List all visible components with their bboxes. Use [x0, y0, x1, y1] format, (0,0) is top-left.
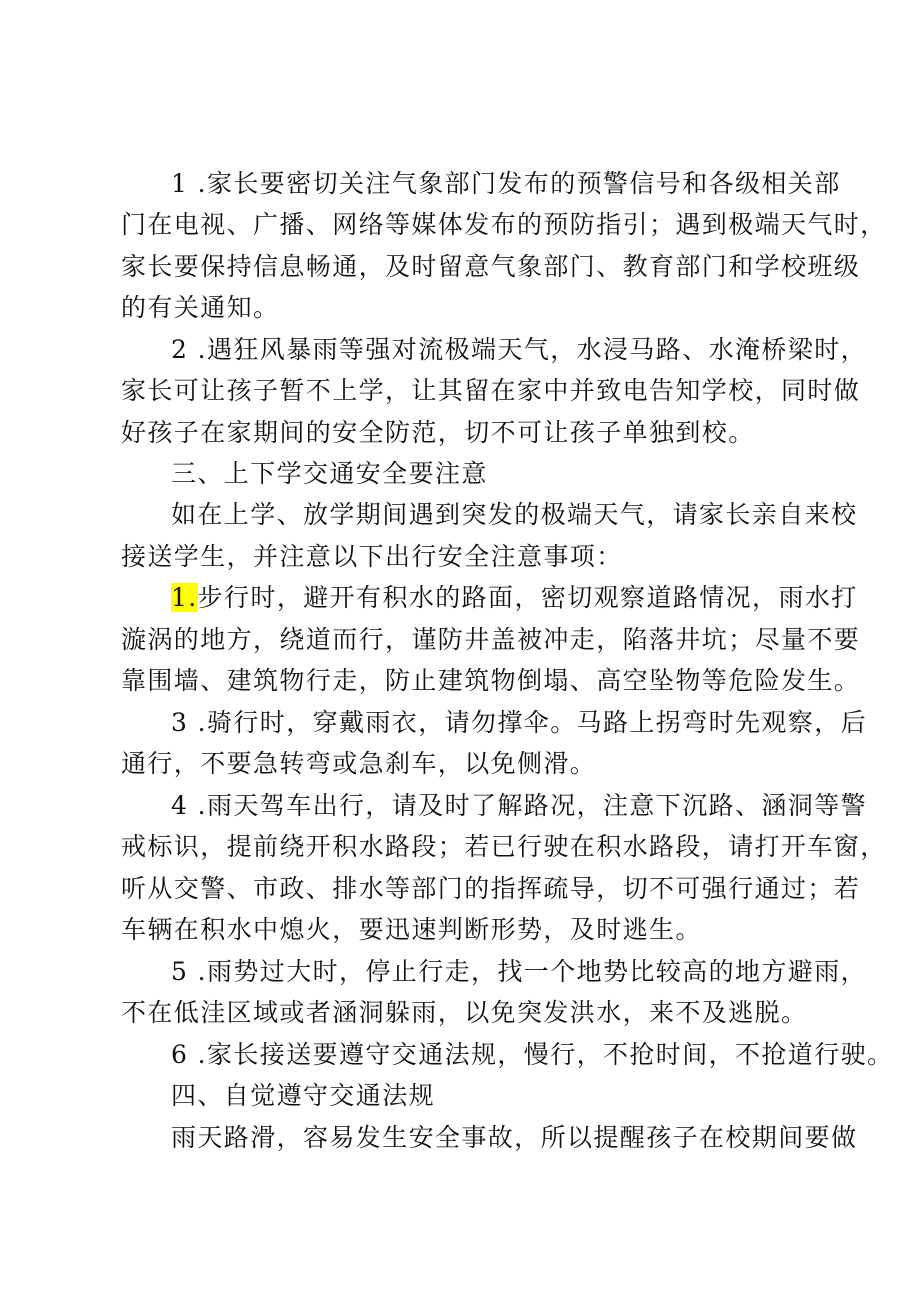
para-ride-line-2: 通行，不要急转弯或急刹车，以免侧滑。 [121, 749, 597, 778]
para-2-line-1: 2 .遇狂风暴雨等强对流极端天气，水浸马路、水淹桥梁时， [171, 335, 868, 364]
para-1-line-1: 1 .家长要密切关注气象部门发布的预警信号和各级相关部 [171, 169, 841, 198]
para-walk-line-3: 靠围墙、建筑物行走，防止建筑物倒塌、高空坠物等危险发生。 [121, 666, 861, 695]
para-rain-line-1: 5 .雨势过大时，停止行走，找一个地势比较高的地方避雨， [171, 957, 868, 986]
para-3-line-2: 接送学生，并注意以下出行安全注意事项： [121, 542, 623, 571]
highlighted-item-number: 1. [171, 583, 198, 612]
para-2-line-2: 家长可让孩子暂不上学，让其留在家中并致电告知学校，同时做 [121, 376, 861, 405]
section-heading-4: 四、自觉遵守交通法规 [171, 1081, 436, 1110]
para-walk-line-1-text: 步行时，避开有积水的路面，密切观察道路情况，雨水打 [197, 583, 858, 612]
para-1-line-2: 门在电视、广播、网络等媒体发布的预防指引；遇到极端天气时， [121, 210, 887, 239]
para-1-line-3: 家长要保持信息畅通，及时留意气象部门、教育部门和学校班级 [121, 252, 861, 281]
para-2-line-3: 好孩子在家期间的安全防范，切不可让孩子单独到校。 [121, 418, 755, 447]
section-heading-3: 三、上下学交通安全要注意 [171, 459, 488, 488]
para-walk-line-1 [171, 578, 871, 618]
para-1-line-4: 的有关通知。 [121, 293, 280, 322]
para-rain-line-2: 不在低洼区域或者涵洞躲雨，以免突发洪水，来不及逃脱。 [121, 998, 808, 1027]
para-pickup-line-1: 6 .家长接送要遵守交通法规，慢行，不抢时间，不抢道行驶。 [171, 1040, 894, 1069]
para-drive-line-2: 戒标识，提前绕开积水路段；若已行驶在积水路段，请打开车窗， [121, 832, 887, 861]
para-walk-line-2: 漩涡的地方，绕道而行，谨防井盖被冲走，陷落井坑；尽量不要 [121, 625, 861, 654]
para-drive-line-1: 4 .雨天驾车出行，请及时了解路况，注意下沉路、涵洞等警 [171, 791, 868, 820]
para-3-line-1: 如在上学、放学期间遇到突发的极端天气，请家长亲自来校 [171, 500, 858, 529]
para-drive-line-4: 车辆在积水中熄火，要迅速判断形势，及时逃生。 [121, 915, 702, 944]
para-drive-line-3: 听从交警、市政、排水等部门的指挥疏导，切不可强行通过；若 [121, 874, 861, 903]
para-4-line-1: 雨天路滑，容易发生安全事故，所以提醒孩子在校期间要做 [171, 1123, 858, 1152]
para-ride-line-1: 3 .骑行时，穿戴雨衣，请勿撑伞。马路上拐弯时先观察，后 [171, 708, 868, 737]
